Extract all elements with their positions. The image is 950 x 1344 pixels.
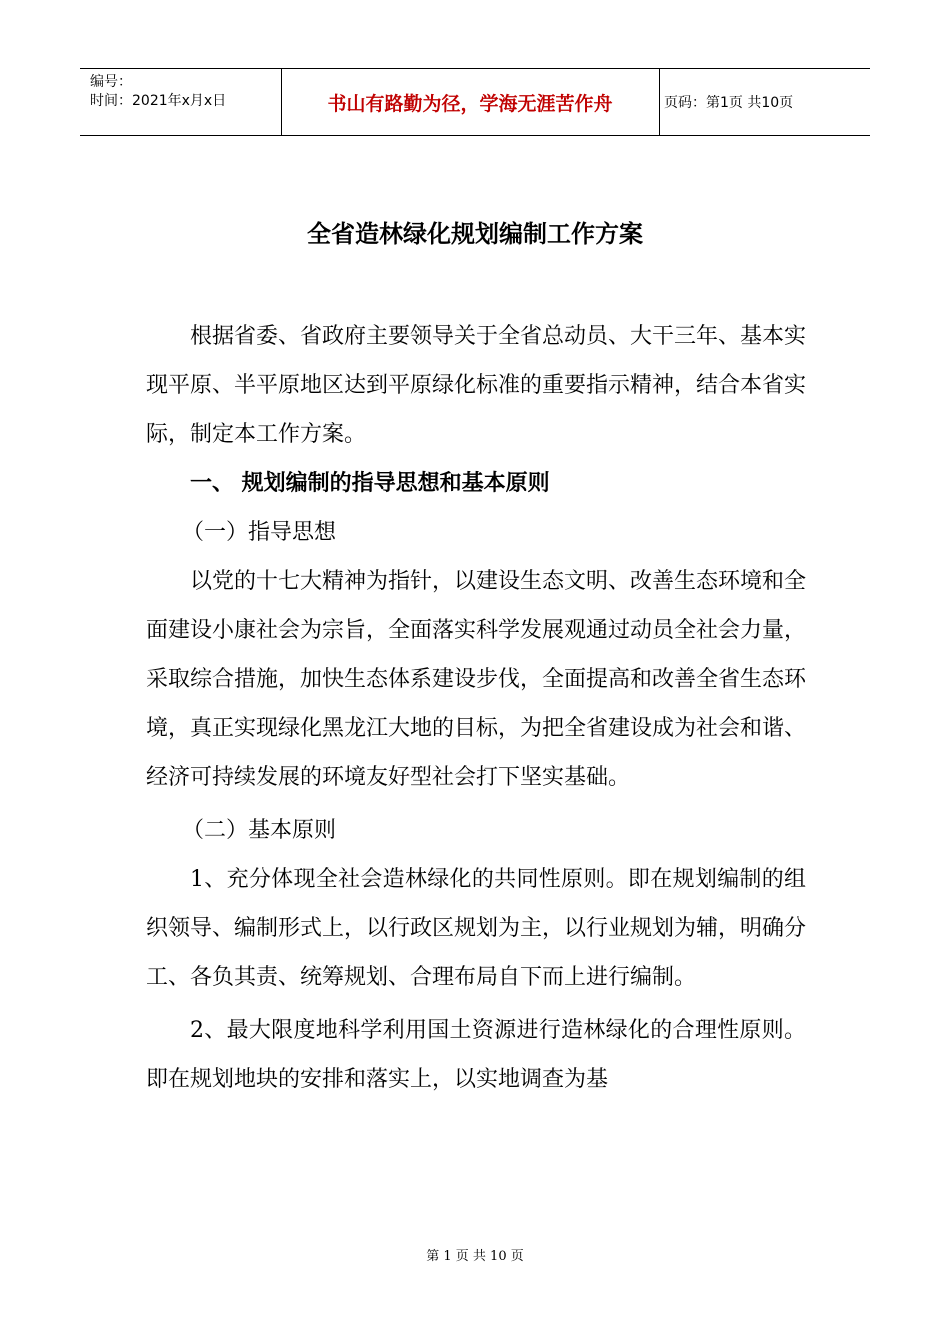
page-footer: 第 1 页 共 10 页 xyxy=(426,1249,524,1264)
document-time-label: 时间：2021年x月x日 xyxy=(90,93,227,109)
document-body xyxy=(146,312,806,1104)
header-meta xyxy=(90,73,226,111)
document-number-label: 编号： xyxy=(90,74,132,90)
intro-paragraph: 根据省委、省政府主要领导关于全省总动员、大干三年、基本实现平原、半平原地区达到平原绿化标准的重要指示精神，结合本省实际，制定本工作方案。 xyxy=(146,324,807,447)
document-title: 全省造林绿化规划编制工作方案 xyxy=(307,220,643,248)
body-paragraph: 2、最大限度地科学利用国土资源进行造林绿化的合理性原则。即在规划地块的安排和落实上，以实地调查为基 xyxy=(146,1018,806,1092)
header-divider xyxy=(659,69,660,135)
body-paragraph: 1、充分体现全社会造林绿化的共同性原则。即在规划编制的组织领导、编制形式上，以行政区规划为主，以行业规划为辅，明确分工、各负其责、统筹规划、合理布局自下而上进行编制。 xyxy=(146,867,807,990)
body-paragraph: 以党的十七大精神为指针，以建设生态文明、改善生态环境和全面建设小康社会为宗旨，全面落实科学发展观通过动员全社会力量，采取综合措施，加快生态体系建设步伐，全面提高和改善全省生态环境，真正实现绿化黑龙江大地的目标，为把全省建设成为社会和谐、经济可持续发展的环境友好型社会打下坚实基础。 xyxy=(146,569,807,790)
header-page-info: 页码：第1页 共10页 xyxy=(664,95,794,111)
header-motto: 书山有路勤为径，学海无涯苦作舟 xyxy=(327,92,613,115)
subsection-heading: （一）指导思想 xyxy=(182,520,337,545)
section-heading: 一、 规划编制的指导思想和基本原则 xyxy=(190,471,550,496)
subsection-heading: （二）基本原则 xyxy=(182,818,337,843)
page-header xyxy=(80,68,870,136)
